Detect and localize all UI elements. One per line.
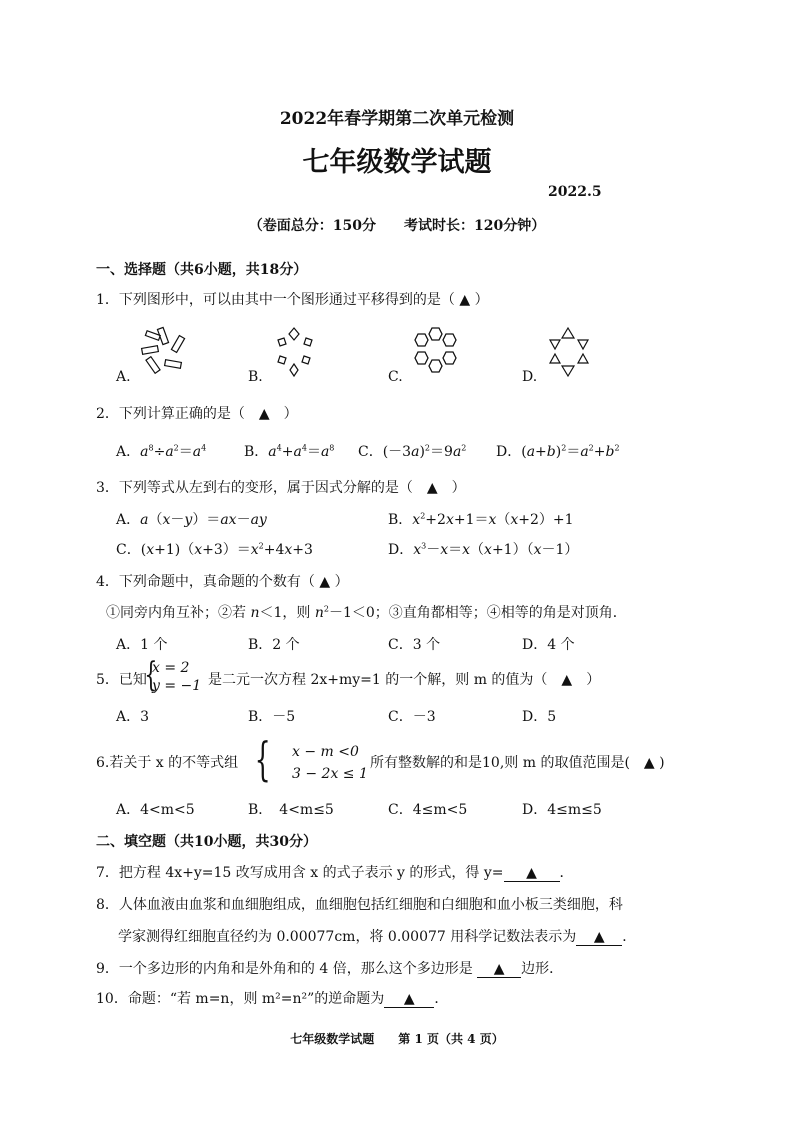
q10-row: [96, 988, 448, 1008]
q2-option-c[interactable]: C．$(-3a)^2=9a^2$: [358, 443, 467, 460]
q2-option-a[interactable]: A．$a^8\div a^2=a^4$: [116, 443, 207, 460]
q6-option-a[interactable]: A．4<m<5: [116, 802, 195, 818]
q7-end: ．: [559, 865, 574, 881]
q1-option-d[interactable]: D.: [522, 369, 538, 385]
q1-figure-a: [138, 325, 190, 377]
q5-option-c[interactable]: C．－3: [388, 709, 436, 725]
q1-figure-d: [546, 326, 592, 378]
q7-answer-blank[interactable]: ▲: [504, 865, 560, 882]
q3-option-c[interactable]: C．$(x+1)(x+3)=x^2+4x+3$: [116, 541, 313, 558]
q6-option-c[interactable]: C．4≤m<5: [388, 802, 468, 818]
q8-line1: 8．人体血液由血浆和血细胞组成，血细胞包括红细胞和白细胞和血小板三类细胞，科: [96, 897, 623, 913]
q6-brace: {: [254, 732, 271, 786]
q3-option-a[interactable]: A．a（x－y）＝ax－ay: [116, 512, 267, 528]
q6-option-b[interactable]: B． 4<m≤5: [248, 802, 334, 818]
exam-title: 2022年春学期第二次单元检测: [279, 109, 515, 129]
q1-option-b[interactable]: B.: [248, 369, 263, 385]
q4-option-a[interactable]: A．1 个: [116, 637, 168, 653]
q5-stem-pre: 5．已知: [96, 672, 147, 688]
q8-row2: [118, 926, 636, 946]
q10-stem: 10．命题：“若 m=n，则 m²=n²”的逆命题为: [96, 991, 385, 1007]
q2-stem: 2．下列计算正确的是（ ▲ ）: [96, 406, 298, 422]
q5-system-line2: y = −1: [152, 678, 202, 694]
page-footer: 七年级数学试题 第 1 页（共 4 页）: [290, 1032, 504, 1046]
q6-stem-post: 所有整数解的和是10,则 m 的取值范围是( ▲ ): [370, 755, 665, 771]
q5-stem-post: 是二元一次方程 2x+my=1 的一个解，则 m 的值为（ ▲ ）: [208, 672, 601, 688]
q5-option-b[interactable]: B．－5: [248, 709, 296, 725]
q5-option-a[interactable]: A．3: [116, 709, 150, 725]
q3-stem: 3．下列等式从左到右的变形，属于因式分解的是（ ▲ ）: [96, 480, 466, 496]
q5-option-d[interactable]: D．5: [522, 709, 557, 725]
q4-option-d[interactable]: D．4 个: [522, 637, 575, 653]
q3-option-d[interactable]: D．$x^3-x=x(x+1)(x-1)$: [388, 541, 579, 558]
q6-stem-pre: 6.若关于 x 的不等式组: [96, 755, 239, 771]
q7-row: [96, 862, 574, 882]
q1-option-a[interactable]: A.: [116, 369, 131, 385]
q1-figure-c: [412, 326, 464, 378]
q8-answer-blank[interactable]: ▲: [576, 929, 622, 946]
q9-end: 边形．: [521, 961, 564, 977]
q1-figure-b: [272, 326, 318, 380]
subject-title: 七年级数学试题: [302, 147, 492, 178]
q5-system-line1: x = 2: [152, 660, 190, 676]
section2-heading: 二、填空题（共10小题，共30分）: [96, 834, 317, 850]
q6-system-line2: 3 − 2x ≤ 1: [292, 766, 368, 782]
q8-line2: 学家测得红细胞直径约为 0.00077cm，将 0.00077 用科学记数法表示为: [118, 929, 577, 945]
q1-option-c[interactable]: C.: [388, 369, 403, 385]
q2-option-d[interactable]: D．$(a+b)^2=a^2+b^2$: [496, 443, 620, 460]
q4-stem: 4．下列命题中，真命题的个数有（ ▲ ）: [96, 574, 349, 590]
q4-option-c[interactable]: C．3 个: [388, 637, 441, 653]
exam-info: （卷面总分：150分 考试时长：120分钟）: [248, 218, 546, 234]
section1-heading: 一、选择题（共6小题，共18分）: [96, 262, 308, 278]
q9-stem: 9．一个多边形的内角和是外角和的 4 倍，那么这个多边形是: [96, 961, 473, 977]
q7-stem: 7．把方程 4x+y=15 改写成用含 x 的式子表示 y 的形式，得 y=: [96, 865, 504, 881]
q10-end: ．: [434, 991, 449, 1007]
q6-system-line1: x − m <0: [292, 744, 359, 760]
q9-row: [96, 958, 563, 978]
q9-answer-blank[interactable]: ▲: [477, 961, 521, 978]
q4-propositions: ①同旁内角互补；②若 n＜1，则 $n^2-1<0$；③直角都相等；④相等的角是对顶角．: [106, 604, 627, 621]
q8-end: ．: [622, 929, 637, 945]
q6-option-d[interactable]: D．4≤m≤5: [522, 802, 602, 818]
q3-option-b[interactable]: B．$x^2+2x+1=x(x+2)+1$: [388, 511, 574, 528]
q5-brace: {: [144, 655, 158, 695]
q2-option-b[interactable]: B．$a^4+a^4=a^8$: [244, 443, 335, 460]
q4-option-b[interactable]: B．2 个: [248, 637, 300, 653]
exam-date: 2022.5: [548, 184, 602, 200]
q1-stem: 1．下列图形中，可以由其中一个图形通过平移得到的是（ ▲ ）: [96, 292, 489, 308]
q10-answer-blank[interactable]: ▲: [384, 991, 434, 1008]
